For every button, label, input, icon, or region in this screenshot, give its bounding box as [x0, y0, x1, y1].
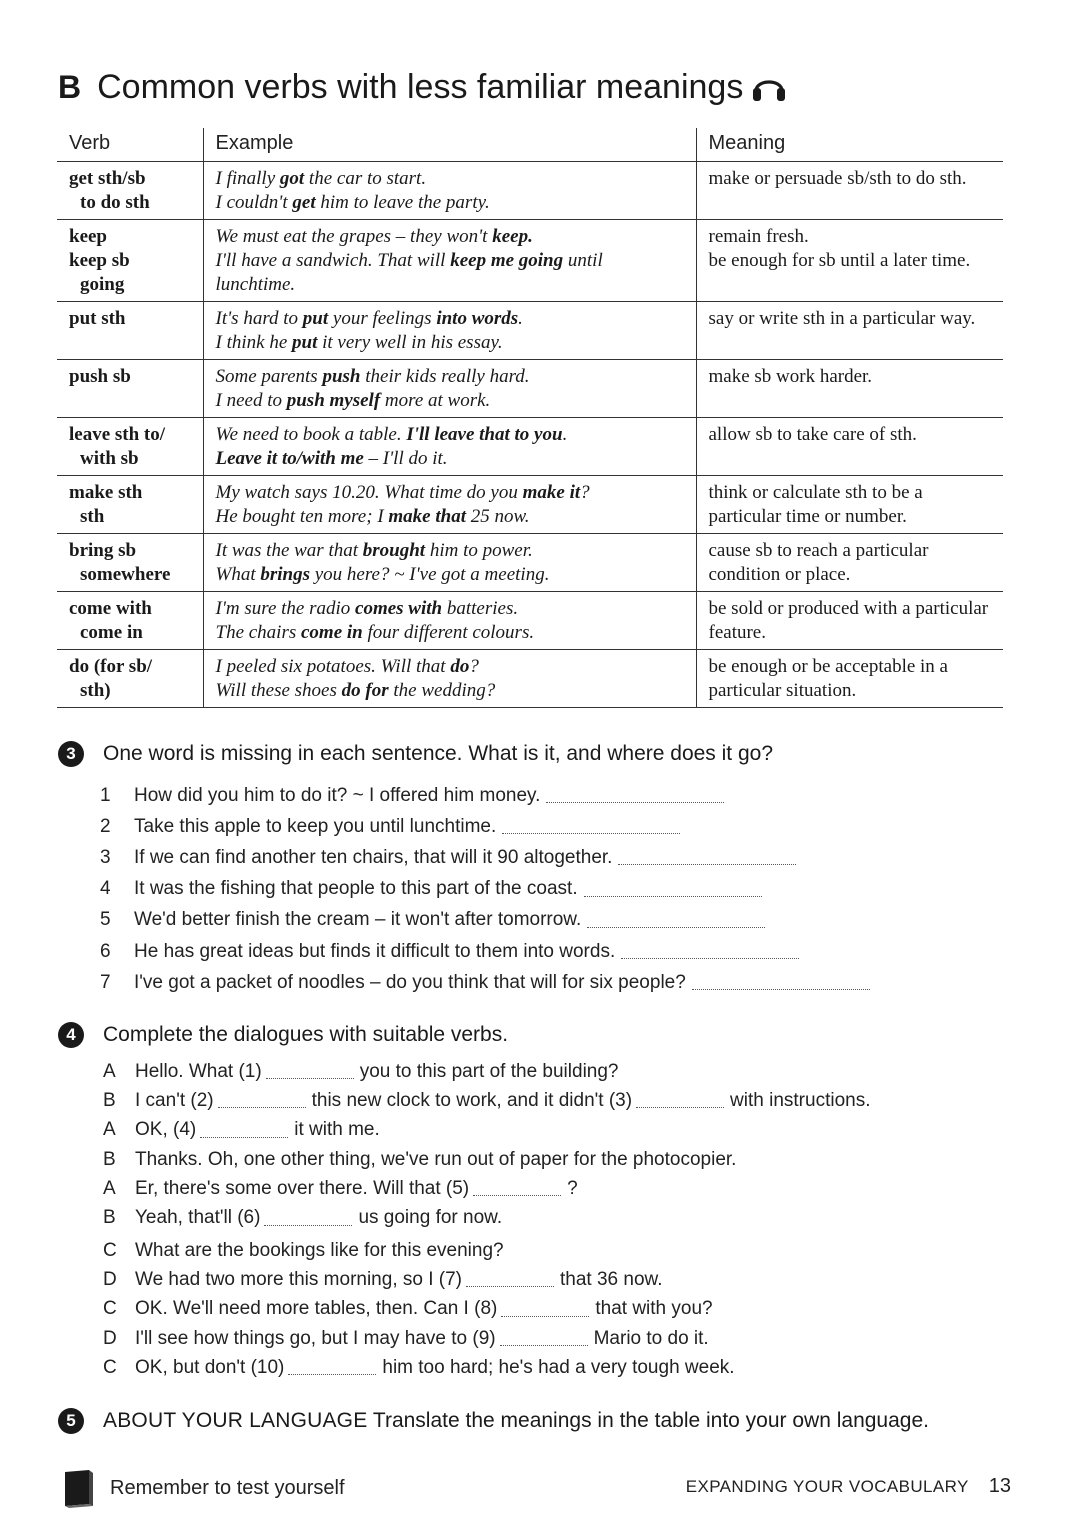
example-text: their kids really hard. — [360, 366, 530, 387]
example-text: I'm sure the radio — [215, 598, 356, 619]
exercise-number: 3 — [58, 741, 84, 767]
item-sentence: He has great ideas but finds it difficult to them into words. — [134, 940, 616, 962]
answer-blank[interactable] — [502, 819, 680, 834]
dialogue-line — [103, 1203, 1003, 1232]
example-text: ? — [580, 482, 590, 503]
example-line — [216, 597, 688, 621]
answer-gap[interactable] — [264, 1211, 352, 1226]
key-phrase: make it — [522, 482, 581, 503]
meaning-cell — [696, 534, 1003, 592]
dialogue-text: Yeah, that'll (6) — [135, 1207, 261, 1229]
exercise-title: One word is missing in each sentence. What is it, and where does it go? — [103, 742, 774, 765]
example-line — [216, 505, 688, 529]
key-phrase: put — [292, 332, 318, 353]
speaker-label: C — [103, 1356, 117, 1378]
example-cell — [203, 476, 696, 534]
table-header-row — [57, 128, 1003, 162]
example-text: you here? ~ I've got a meeting. — [310, 564, 550, 585]
verb-line: push sb — [69, 366, 131, 387]
example-cell — [203, 220, 696, 302]
verb-line: sth) — [80, 680, 111, 701]
example-cell — [203, 360, 696, 418]
dialogue-text: us going for now. — [358, 1207, 503, 1229]
header-verb: Verb — [57, 128, 203, 162]
page-number: 13 — [988, 1475, 1011, 1497]
header-example: Example — [203, 128, 696, 162]
example-text: Some parents — [215, 366, 323, 387]
dialogue-line — [103, 1086, 1003, 1115]
example-text: He bought ten more; I — [215, 506, 389, 527]
example-line — [216, 621, 688, 645]
example-text: four different colours. — [362, 622, 535, 643]
key-phrase: do — [450, 656, 470, 677]
key-phrase: do for — [341, 680, 389, 701]
dialogue-text: ? — [567, 1177, 578, 1199]
example-text: him to power. — [425, 540, 533, 561]
verb-meanings-table — [57, 128, 1003, 708]
answer-gap[interactable] — [473, 1181, 561, 1196]
verb-cell — [57, 220, 203, 302]
verb-line: sth — [80, 506, 105, 527]
example-text: We need to book a table. — [215, 424, 407, 445]
example-text: My watch says 10.20. What time do you — [215, 482, 523, 503]
list-item — [100, 811, 1000, 842]
key-phrase: keep. — [492, 226, 533, 247]
table-row — [57, 220, 1003, 302]
meaning-cell — [696, 650, 1003, 708]
dialogue-text: OK, (4) — [135, 1119, 197, 1141]
table-body — [57, 162, 1003, 708]
answer-gap[interactable] — [288, 1360, 376, 1375]
item-sentence: We'd better finish the cream – it won't after tomorrow. — [134, 909, 582, 931]
item-sentence: It was the fishing that people to this part of the coast. — [134, 878, 578, 900]
key-phrase: Leave it to/with me — [215, 448, 364, 469]
verb-cell — [57, 476, 203, 534]
example-text: the car to start. — [304, 168, 427, 189]
dialogue-2 — [103, 1236, 1003, 1382]
list-item — [100, 780, 1000, 811]
reminder-text: Remember to test yourself — [110, 1476, 345, 1499]
example-cell — [203, 162, 696, 220]
meaning-line: make or persuade sb/sth to do sth. — [708, 168, 967, 189]
table-row — [57, 302, 1003, 360]
speaker-label: A — [103, 1060, 116, 1082]
meaning-line: cause sb to reach a particular condition or place. — [708, 540, 929, 585]
meaning-line: remain fresh. — [708, 226, 809, 247]
item-number: 6 — [100, 940, 111, 962]
dialogue-line — [103, 1295, 1003, 1324]
item-sentence: I've got a packet of noodles – do you think that will for six people? — [134, 971, 686, 993]
meaning-line: be enough or be acceptable in a particular situation. — [708, 656, 948, 701]
example-line — [216, 679, 688, 703]
answer-gap[interactable] — [218, 1093, 306, 1108]
example-line — [216, 365, 688, 389]
verb-line: somewhere — [80, 564, 171, 585]
meaning-line: make sb work harder. — [708, 366, 873, 387]
example-text: until — [563, 250, 603, 271]
example-text: What — [215, 564, 261, 585]
item-number: 7 — [100, 971, 111, 993]
list-item — [100, 874, 1000, 905]
speaker-label: D — [103, 1268, 117, 1290]
dialogue-text: that with you? — [595, 1298, 713, 1320]
speaker-label: B — [103, 1207, 116, 1229]
meaning-cell — [696, 162, 1003, 220]
example-text: I need to — [215, 390, 287, 411]
exercise-3-heading — [58, 741, 773, 767]
speaker-label: B — [103, 1089, 116, 1111]
verb-cell — [57, 360, 203, 418]
verb-cell — [57, 592, 203, 650]
dialogue-text: Hello. What (1) — [135, 1060, 262, 1082]
example-text: your feelings — [328, 308, 437, 329]
example-cell — [203, 650, 696, 708]
example-text: batteries. — [442, 598, 519, 619]
verb-line: to do sth — [80, 192, 150, 213]
list-item — [100, 936, 1000, 967]
verb-line: keep — [69, 226, 107, 247]
example-text: 25 now. — [466, 506, 530, 527]
meaning-cell — [696, 302, 1003, 360]
key-phrase: got — [279, 168, 305, 189]
example-line — [216, 539, 688, 563]
answer-blank[interactable] — [584, 882, 762, 897]
key-phrase: I'll leave that to you — [406, 424, 563, 445]
dialogue-text: OK, but don't (10) — [135, 1356, 285, 1378]
answer-blank[interactable] — [618, 850, 796, 865]
exercise-number: 5 — [58, 1408, 84, 1434]
table-row — [57, 534, 1003, 592]
dialogue-1 — [103, 1057, 1003, 1233]
example-text: The chairs — [215, 622, 301, 643]
verb-cell — [57, 534, 203, 592]
key-phrase: make that — [388, 506, 466, 527]
dialogue-text: Thanks. Oh, one other thing, we've run out of paper for the photocopier. — [135, 1148, 737, 1170]
verb-cell — [57, 650, 203, 708]
dialogue-text: this new clock to work, and it didn't (3) — [311, 1089, 633, 1111]
table-row — [57, 476, 1003, 534]
verb-line: bring sb — [69, 540, 137, 561]
dialogue-text: What are the bookings like for this evening? — [135, 1239, 504, 1261]
example-text: We must eat the grapes – they won't — [215, 226, 493, 247]
dialogue-text: that 36 now. — [560, 1268, 663, 1290]
about-your-language-label: ABOUT YOUR LANGUAGE — [103, 1409, 368, 1432]
example-line — [216, 167, 688, 191]
exercise-4-heading — [58, 1022, 508, 1048]
example-text: I peeled six potatoes. Will that — [215, 656, 451, 677]
meaning-cell — [696, 476, 1003, 534]
verb-cell — [57, 162, 203, 220]
example-line — [216, 389, 688, 413]
item-sentence: If we can find another ten chairs, that will it 90 altogether. — [134, 846, 613, 868]
exercise-number: 4 — [58, 1022, 84, 1048]
list-item — [100, 842, 1000, 873]
answer-gap[interactable] — [466, 1272, 554, 1287]
meaning-line: allow sb to take care of sth. — [708, 424, 917, 445]
key-phrase: into words — [436, 308, 519, 329]
example-line — [216, 249, 688, 273]
table-row — [57, 360, 1003, 418]
verb-line: come with — [69, 598, 152, 619]
dialogue-line — [103, 1057, 1003, 1086]
example-text: Will these shoes — [215, 680, 342, 701]
answer-gap[interactable] — [200, 1123, 288, 1138]
dialogue-text: him too hard; he's had a very tough week. — [382, 1356, 735, 1378]
example-text: – I'll do it. — [363, 448, 448, 469]
answer-gap[interactable] — [500, 1331, 588, 1346]
item-number: 1 — [100, 784, 111, 806]
answer-gap[interactable] — [636, 1093, 724, 1108]
item-number: 3 — [100, 846, 111, 868]
key-phrase: put — [302, 308, 329, 329]
list-item — [100, 905, 1000, 936]
answer-blank[interactable] — [546, 788, 724, 803]
key-phrase: comes with — [355, 598, 443, 619]
table-row — [57, 592, 1003, 650]
exercise-5-instruction: Translate the meanings in the table into your own language. — [372, 1409, 929, 1432]
key-phrase: keep me going — [450, 250, 564, 271]
speaker-label: A — [103, 1177, 116, 1199]
item-number: 2 — [100, 815, 111, 837]
answer-gap[interactable] — [501, 1302, 589, 1317]
dialogue-text: I can't (2) — [135, 1089, 214, 1111]
table-row — [57, 650, 1003, 708]
example-cell — [203, 302, 696, 360]
answer-gap[interactable] — [266, 1064, 354, 1079]
dialogue-text: We had two more this morning, so I (7) — [135, 1268, 462, 1290]
meaning-cell — [696, 360, 1003, 418]
example-line — [216, 563, 688, 587]
dialogue-text: it with me. — [294, 1119, 380, 1141]
example-cell — [203, 418, 696, 476]
table-row — [57, 162, 1003, 220]
dialogue-line — [103, 1236, 1003, 1265]
example-line — [216, 481, 688, 505]
meaning-cell — [696, 592, 1003, 650]
verb-line: make sth — [69, 482, 143, 503]
dialogue-text: OK. We'll need more tables, then. Can I (8) — [135, 1298, 498, 1320]
verb-line: leave sth to/ — [69, 424, 166, 445]
header-meaning: Meaning — [696, 128, 1003, 162]
list-item — [100, 967, 1000, 998]
dialogue-text: I'll see how things go, but I may have to (9) — [135, 1327, 496, 1349]
speaker-label: A — [103, 1119, 116, 1141]
speaker-label: D — [103, 1327, 117, 1349]
exercise-5-heading — [58, 1408, 929, 1434]
meaning-line: be enough for sb until a later time. — [708, 250, 971, 271]
exercise-title — [103, 1409, 929, 1433]
item-sentence: Take this apple to keep you until lunchtime. — [134, 815, 497, 837]
verb-line: put sth — [69, 308, 126, 329]
key-phrase: brought — [362, 540, 426, 561]
item-number: 5 — [100, 909, 111, 931]
example-cell — [203, 534, 696, 592]
example-text: it very well in his essay. — [317, 332, 503, 353]
item-sentence: How did you him to do it? ~ I offered him money. — [134, 784, 541, 806]
example-text: . — [518, 308, 523, 329]
answer-blank[interactable] — [621, 944, 799, 959]
dialogue-line — [103, 1324, 1003, 1353]
verb-line: come in — [80, 622, 143, 643]
example-text: more at work. — [380, 390, 491, 411]
key-phrase: brings — [260, 564, 310, 585]
verb-cell — [57, 302, 203, 360]
item-number: 4 — [100, 878, 111, 900]
verb-line: keep sb — [69, 250, 130, 271]
example-line — [216, 225, 688, 249]
headphones-icon[interactable] — [751, 71, 787, 103]
book-icon — [62, 1468, 96, 1508]
dialogue-text: Er, there's some over there. Will that (5) — [135, 1177, 470, 1199]
example-text: I think he — [215, 332, 293, 353]
key-phrase: push — [322, 366, 361, 387]
section-title: Common verbs with less familiar meanings — [97, 67, 744, 106]
example-line — [216, 273, 688, 297]
dialogue-line — [103, 1265, 1003, 1294]
example-cell — [203, 592, 696, 650]
example-text: I finally — [215, 168, 280, 189]
dialogue-text: with instructions. — [730, 1089, 871, 1111]
example-line — [216, 423, 688, 447]
section-heading — [58, 62, 787, 112]
exercise-3-list — [100, 780, 1000, 998]
dialogue-line — [103, 1353, 1003, 1382]
example-text: . — [562, 424, 568, 445]
dialogue-line — [103, 1145, 1003, 1174]
example-line — [216, 655, 688, 679]
speaker-label: B — [103, 1148, 116, 1170]
example-line — [216, 447, 688, 471]
dialogue-line — [103, 1116, 1003, 1145]
verb-line: going — [80, 274, 125, 295]
example-text: him to leave the party. — [315, 192, 490, 213]
example-text: I'll have a sandwich. That will — [215, 250, 451, 271]
meaning-cell — [696, 418, 1003, 476]
running-head-section: EXPANDING YOUR VOCABULARY — [685, 1477, 969, 1496]
dialogue-text: you to this part of the building? — [359, 1060, 619, 1082]
speaker-label: C — [103, 1298, 117, 1320]
dialogue-text: Mario to do it. — [593, 1327, 709, 1349]
footer-running-head — [686, 1475, 1011, 1498]
section-letter: B — [58, 68, 82, 105]
meaning-line: think or calculate sth to be a particular time or number. — [708, 482, 923, 527]
table-row — [57, 418, 1003, 476]
example-text: ? — [469, 656, 479, 677]
footer-reminder — [62, 1468, 345, 1508]
example-line — [216, 307, 688, 331]
dialogue-line — [103, 1174, 1003, 1203]
speaker-label: C — [103, 1239, 117, 1261]
verb-line: with sb — [80, 448, 139, 469]
example-line — [216, 331, 688, 355]
example-text: It was the war that — [215, 540, 363, 561]
key-phrase: push myself — [286, 390, 381, 411]
exercise-title: Complete the dialogues with suitable verbs. — [103, 1023, 509, 1046]
answer-blank[interactable] — [587, 913, 765, 928]
example-text: lunchtime. — [215, 274, 296, 295]
verb-line: get sth/sb — [69, 168, 146, 189]
example-text: the wedding? — [388, 680, 496, 701]
example-line — [216, 191, 688, 215]
example-text: I couldn't — [215, 192, 293, 213]
meaning-cell — [696, 220, 1003, 302]
meaning-line: be sold or produced with a particular feature. — [708, 598, 989, 643]
example-text: It's hard to — [215, 308, 303, 329]
answer-blank[interactable] — [692, 975, 870, 990]
key-phrase: come in — [301, 622, 363, 643]
key-phrase: get — [292, 192, 316, 213]
verb-cell — [57, 418, 203, 476]
meaning-line: say or write sth in a particular way. — [708, 308, 976, 329]
verb-line: do (for sb/ — [69, 656, 153, 677]
